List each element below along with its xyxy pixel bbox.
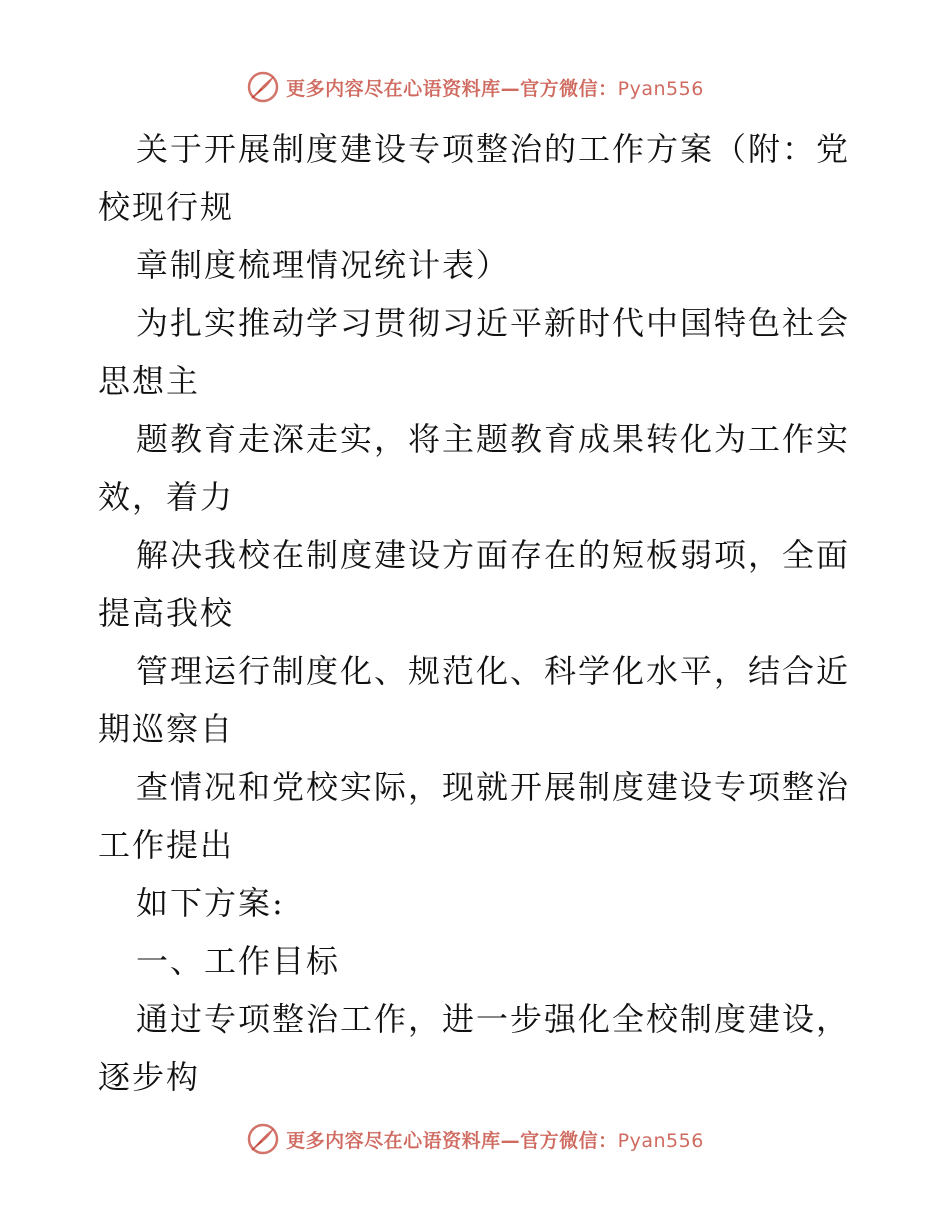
paragraph-body-4: 管理运行制度化、规范化、科学化水平，结合近期巡察自 bbox=[98, 652, 851, 748]
paragraph-body-5: 查情况和党校实际，现就开展制度建设专项整治工作提出 bbox=[98, 768, 851, 864]
paragraph-body-1: 为扎实推动学习贯彻习近平新时代中国特色社会思想主 bbox=[98, 304, 851, 400]
paragraph-title-line1: 关于开展制度建设专项整治的工作方案（附：党校现行规 bbox=[98, 130, 851, 226]
document-body bbox=[98, 120, 858, 1106]
watermark-text: 更多内容尽在心语资料库—官方微信：Pyan556 bbox=[286, 1129, 704, 1152]
feather-logo-icon bbox=[246, 70, 280, 104]
paragraph-title-line2: 章制度梳理情况统计表） bbox=[136, 246, 511, 284]
header-watermark bbox=[0, 70, 950, 104]
paragraph-body-2: 题教育走深走实，将主题教育成果转化为工作实效，着力 bbox=[98, 420, 851, 516]
watermark-text: 更多内容尽在心语资料库—官方微信：Pyan556 bbox=[286, 77, 704, 100]
feather-logo-icon bbox=[246, 1122, 280, 1156]
paragraph-body-6: 如下方案: bbox=[136, 884, 285, 922]
paragraph-body-7: 通过专项整治工作，进一步强化全校制度建设，逐步构 bbox=[98, 1000, 851, 1096]
section-heading-goals: 一、工作目标 bbox=[136, 942, 341, 980]
footer-watermark bbox=[0, 1122, 950, 1156]
paragraph-body-3: 解决我校在制度建设方面存在的短板弱项，全面提高我校 bbox=[98, 536, 851, 632]
